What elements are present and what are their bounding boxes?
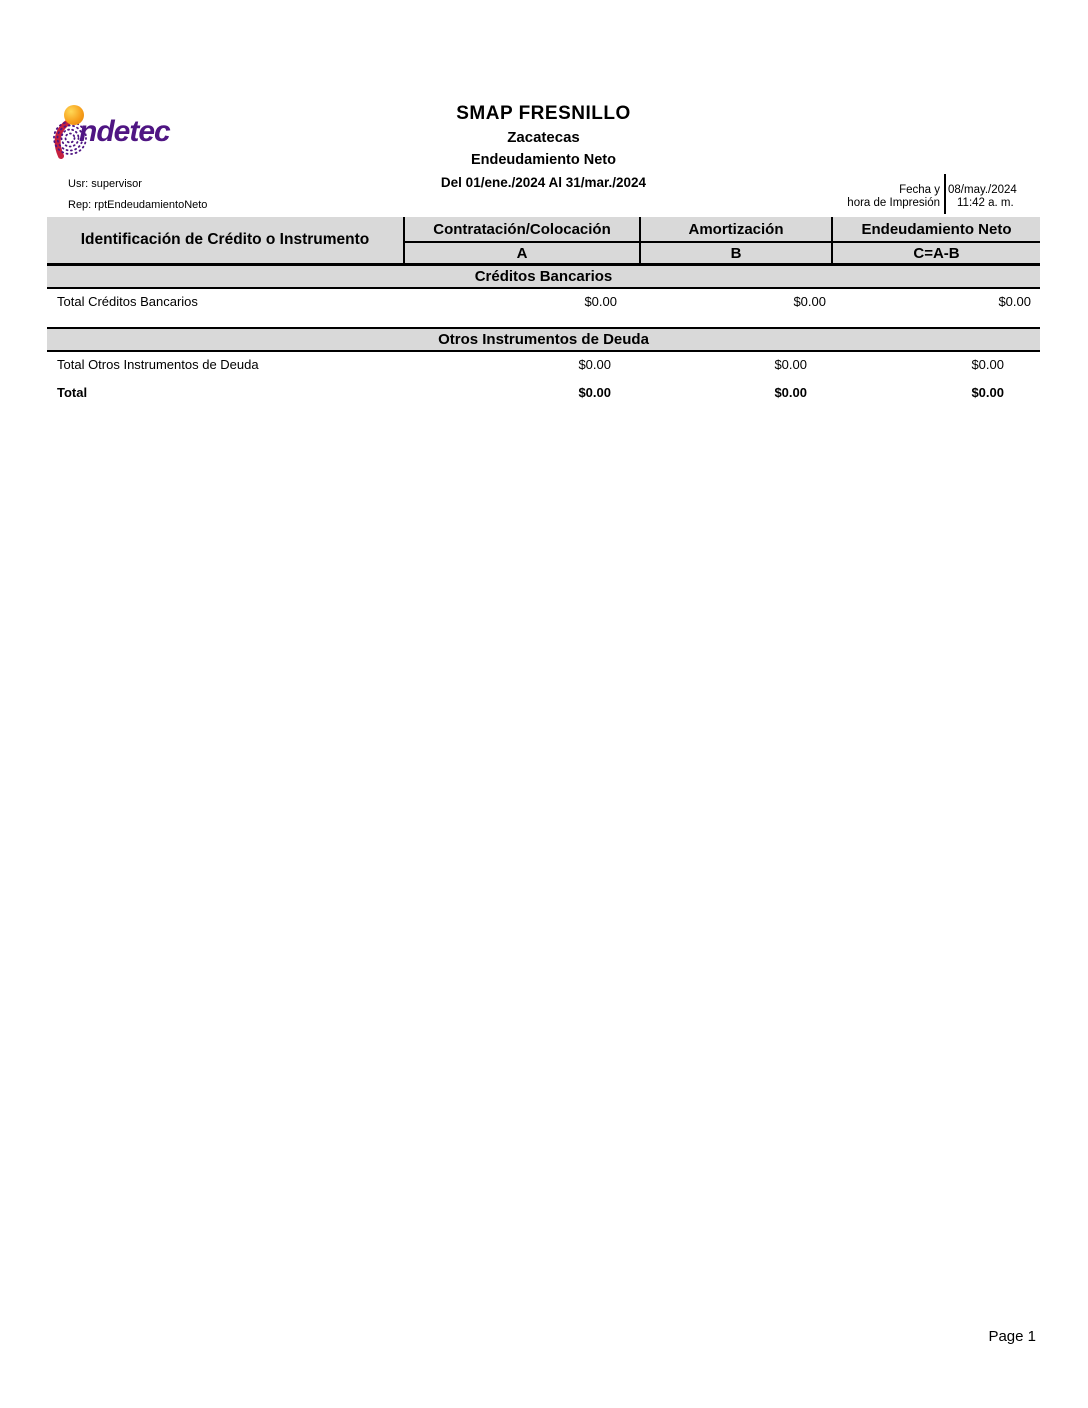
debt-report-table [47,217,1040,404]
total-row-label: Total [57,385,88,400]
table-total-row [47,380,1040,404]
table-row [47,289,1040,313]
print-datetime-label [790,184,940,210]
report-title-block [47,103,1040,190]
column-header-contratacion: Contratación/Colocación A [405,217,641,263]
row-label: Total Otros Instrumentos de Deuda [57,357,259,372]
page-number: Page 1 [988,1328,1036,1345]
total-value-a: $0.00 [578,385,611,400]
report-name: Endeudamiento Neto [470,152,616,168]
column-code-c: C=A-B [913,244,960,262]
report-period: Del 01/ene./2024 Al 31/mar./2024 [440,175,647,190]
user-line: Usr: supervisor [68,178,142,190]
print-datetime-values [948,184,1017,210]
report-id-line: Rep: rptEndeudamientoNeto [68,199,208,211]
section-title-otros-instrumentos: Otros Instrumentos de Deuda [47,327,1040,352]
row-value-a: $0.00 [584,294,617,309]
print-datetime-divider [944,174,946,214]
entity-title: SMAP FRESNILLO [456,103,631,124]
row-value-c: $0.00 [971,357,1004,372]
row-value-b: $0.00 [793,294,826,309]
column-header-endeudamiento: Endeudamiento Neto C=A-B [833,217,1040,263]
row-value-b: $0.00 [774,357,807,372]
print-time: 11:42 a. m. [957,197,1014,209]
column-header-identification: Identificación de Crédito o Instrumento [47,217,405,263]
column-code-b: B [730,244,742,262]
column-code-a: A [516,244,528,262]
table-row [47,352,1040,376]
print-label-line2: hora de Impresión [847,197,940,209]
print-date: 08/may./2024 [948,184,1017,196]
row-label: Total Créditos Bancarios [57,294,198,309]
table-header-row [47,217,1040,266]
section-title-creditos-bancarios: Créditos Bancarios [47,266,1040,289]
user-meta-block [68,178,207,220]
row-value-a: $0.00 [578,357,611,372]
column-header-amortizacion: Amortización B [641,217,833,263]
total-value-b: $0.00 [774,385,807,400]
logo-wordmark: ndetec [79,115,170,148]
print-label-line1: Fecha y [899,184,940,196]
entity-state: Zacatecas [507,129,580,146]
row-value-c: $0.00 [998,294,1031,309]
total-value-c: $0.00 [971,385,1004,400]
